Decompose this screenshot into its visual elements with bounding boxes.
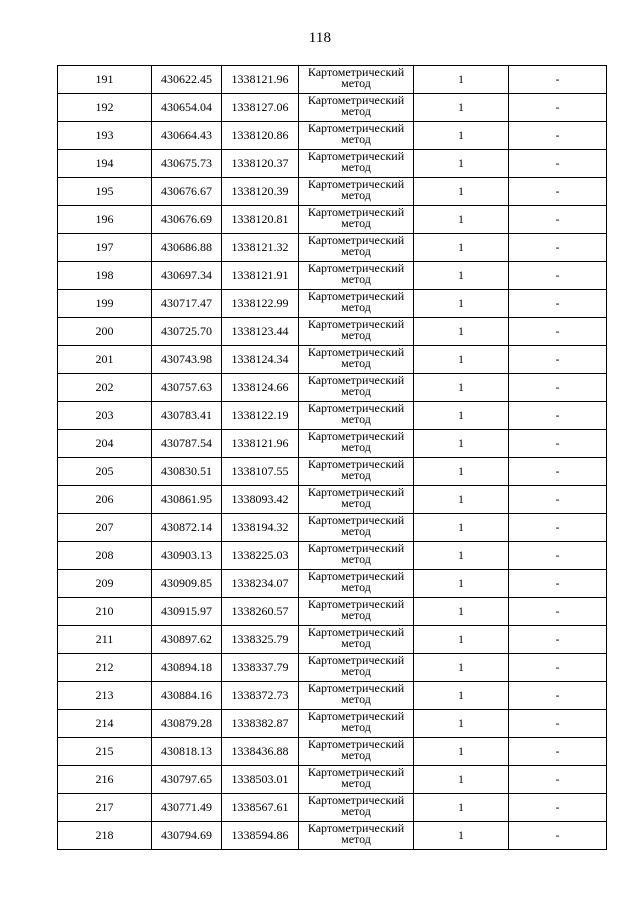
dash-cell: - [509,626,607,654]
method-cell [299,150,414,178]
count-cell: 1 [414,290,509,318]
dash-cell: - [509,710,607,738]
point-number-cell: 217 [58,794,152,822]
dash-cell: - [509,794,607,822]
method-cell [299,206,414,234]
dash-cell: - [509,290,607,318]
point-number-cell: 209 [58,570,152,598]
point-number-cell: 210 [58,598,152,626]
y-coordinate-cell: 1338234.07 [222,570,299,598]
method-cell [299,234,414,262]
y-coordinate-cell: 1338372.73 [222,682,299,710]
method-cell [299,458,414,486]
method-line-1: Картометрический [307,345,405,359]
point-number-cell: 212 [58,654,152,682]
method-line-2: метод [341,832,371,846]
x-coordinate-cell: 430797.65 [152,766,222,794]
method-line-1: Картометрический [307,233,405,247]
method-line-1: Картометрический [307,765,405,779]
dash-cell: - [509,346,607,374]
method-line-1: Картометрический [307,149,405,163]
x-coordinate-cell: 430686.88 [152,234,222,262]
y-coordinate-cell: 1338194.32 [222,514,299,542]
method-cell [299,654,414,682]
point-number-cell: 198 [58,262,152,290]
method-line-1: Картометрический [307,569,405,583]
table-row [58,94,607,122]
method-cell [299,122,414,150]
x-coordinate-cell: 430830.51 [152,458,222,486]
count-cell: 1 [414,486,509,514]
table-row [58,346,607,374]
method-line-2: метод [341,328,371,342]
point-number-cell: 206 [58,486,152,514]
method-cell [299,766,414,794]
x-coordinate-cell: 430794.69 [152,822,222,850]
y-coordinate-cell: 1338127.06 [222,94,299,122]
dash-cell: - [509,402,607,430]
method-line-2: метод [341,664,371,678]
count-cell: 1 [414,542,509,570]
y-coordinate-cell: 1338225.03 [222,542,299,570]
method-cell [299,262,414,290]
table-row [58,66,607,94]
count-cell: 1 [414,794,509,822]
count-cell: 1 [414,822,509,850]
table-row [58,598,607,626]
dash-cell: - [509,374,607,402]
point-number-cell: 195 [58,178,152,206]
method-line-2: метод [341,608,371,622]
page-number: 118 [308,30,332,46]
y-coordinate-cell: 1338107.55 [222,458,299,486]
method-line-1: Картометрический [307,457,405,471]
x-coordinate-cell: 430783.41 [152,402,222,430]
dash-cell: - [509,570,607,598]
count-cell: 1 [414,570,509,598]
y-coordinate-cell: 1338120.81 [222,206,299,234]
method-line-1: Картометрический [307,709,405,723]
method-line-2: метод [341,496,371,510]
y-coordinate-cell: 1338382.87 [222,710,299,738]
point-number-cell: 216 [58,766,152,794]
table-row [58,766,607,794]
y-coordinate-cell: 1338121.32 [222,234,299,262]
method-cell [299,402,414,430]
method-line-2: метод [341,104,371,118]
dash-cell: - [509,430,607,458]
table-row [58,794,607,822]
coordinates-table-body [58,66,607,850]
method-line-1: Картометрический [307,793,405,807]
method-cell [299,626,414,654]
table-row [58,738,607,766]
method-cell [299,94,414,122]
y-coordinate-cell: 1338124.66 [222,374,299,402]
method-cell [299,598,414,626]
x-coordinate-cell: 430909.85 [152,570,222,598]
x-coordinate-cell: 430903.13 [152,542,222,570]
x-coordinate-cell: 430717.47 [152,290,222,318]
x-coordinate-cell: 430818.13 [152,738,222,766]
method-line-2: метод [341,524,371,538]
x-coordinate-cell: 430894.18 [152,654,222,682]
count-cell: 1 [414,94,509,122]
method-line-2: метод [341,692,371,706]
method-line-1: Картометрический [307,177,405,191]
table-row [58,626,607,654]
x-coordinate-cell: 430884.16 [152,682,222,710]
dash-cell: - [509,234,607,262]
method-line-2: метод [341,216,371,230]
method-line-1: Картометрический [307,121,405,135]
method-line-2: метод [341,720,371,734]
y-coordinate-cell: 1338260.57 [222,598,299,626]
x-coordinate-cell: 430675.73 [152,150,222,178]
method-line-1: Картометрический [307,625,405,639]
method-cell [299,290,414,318]
point-number-cell: 205 [58,458,152,486]
method-line-1: Картометрический [307,373,405,387]
y-coordinate-cell: 1338124.34 [222,346,299,374]
table-row [58,430,607,458]
table-row [58,262,607,290]
method-line-1: Картометрический [307,317,405,331]
x-coordinate-cell: 430676.69 [152,206,222,234]
dash-cell: - [509,150,607,178]
method-line-2: метод [341,356,371,370]
method-line-1: Картометрический [307,205,405,219]
method-cell [299,486,414,514]
table-row [58,122,607,150]
y-coordinate-cell: 1338121.91 [222,262,299,290]
method-line-2: метод [341,132,371,146]
table-row [58,570,607,598]
method-cell [299,346,414,374]
point-number-cell: 214 [58,710,152,738]
method-line-1: Картометрический [307,681,405,695]
method-line-1: Картометрический [307,289,405,303]
method-cell [299,178,414,206]
x-coordinate-cell: 430664.43 [152,122,222,150]
y-coordinate-cell: 1338436.88 [222,738,299,766]
method-cell [299,710,414,738]
method-cell [299,430,414,458]
method-line-1: Картометрический [307,597,405,611]
table-row [58,178,607,206]
method-line-2: метод [341,272,371,286]
method-line-2: метод [341,776,371,790]
dash-cell: - [509,178,607,206]
method-cell [299,542,414,570]
method-line-2: метод [341,636,371,650]
count-cell: 1 [414,206,509,234]
dash-cell: - [509,598,607,626]
y-coordinate-cell: 1338121.96 [222,66,299,94]
method-line-2: метод [341,76,371,90]
y-coordinate-cell: 1338122.99 [222,290,299,318]
method-line-1: Картометрический [307,401,405,415]
method-line-2: метод [341,440,371,454]
method-line-2: метод [341,160,371,174]
table-row [58,458,607,486]
count-cell: 1 [414,66,509,94]
point-number-cell: 196 [58,206,152,234]
y-coordinate-cell: 1338093.42 [222,486,299,514]
y-coordinate-cell: 1338123.44 [222,318,299,346]
dash-cell: - [509,206,607,234]
method-line-2: метод [341,468,371,482]
dash-cell: - [509,682,607,710]
count-cell: 1 [414,402,509,430]
point-number-cell: 211 [58,626,152,654]
dash-cell: - [509,654,607,682]
count-cell: 1 [414,374,509,402]
count-cell: 1 [414,234,509,262]
table-row [58,542,607,570]
count-cell: 1 [414,430,509,458]
x-coordinate-cell: 430915.97 [152,598,222,626]
point-number-cell: 215 [58,738,152,766]
method-line-1: Картометрический [307,541,405,555]
table-row [58,150,607,178]
x-coordinate-cell: 430622.45 [152,66,222,94]
method-line-1: Картометрический [307,513,405,527]
table-row [58,290,607,318]
method-line-2: метод [341,384,371,398]
count-cell: 1 [414,458,509,486]
method-line-2: метод [341,188,371,202]
dash-cell: - [509,542,607,570]
method-line-1: Картометрический [307,65,405,79]
count-cell: 1 [414,346,509,374]
x-coordinate-cell: 430872.14 [152,514,222,542]
y-coordinate-cell: 1338503.01 [222,766,299,794]
method-line-2: метод [341,580,371,594]
x-coordinate-cell: 430743.98 [152,346,222,374]
x-coordinate-cell: 430697.34 [152,262,222,290]
dash-cell: - [509,66,607,94]
x-coordinate-cell: 430654.04 [152,94,222,122]
method-line-1: Картометрический [307,653,405,667]
count-cell: 1 [414,514,509,542]
point-number-cell: 218 [58,822,152,850]
count-cell: 1 [414,766,509,794]
method-cell [299,794,414,822]
dash-cell: - [509,94,607,122]
count-cell: 1 [414,598,509,626]
dash-cell: - [509,318,607,346]
table-row [58,682,607,710]
x-coordinate-cell: 430676.67 [152,178,222,206]
point-number-cell: 199 [58,290,152,318]
count-cell: 1 [414,150,509,178]
method-cell [299,822,414,850]
table-row [58,822,607,850]
coordinates-table [57,65,607,850]
point-number-cell: 193 [58,122,152,150]
point-number-cell: 194 [58,150,152,178]
dash-cell: - [509,766,607,794]
point-number-cell: 203 [58,402,152,430]
count-cell: 1 [414,682,509,710]
dash-cell: - [509,514,607,542]
y-coordinate-cell: 1338120.86 [222,122,299,150]
table-row [58,486,607,514]
count-cell: 1 [414,654,509,682]
table-row [58,374,607,402]
point-number-cell: 200 [58,318,152,346]
y-coordinate-cell: 1338567.61 [222,794,299,822]
point-number-cell: 197 [58,234,152,262]
x-coordinate-cell: 430771.49 [152,794,222,822]
table-row [58,514,607,542]
table-row [58,318,607,346]
y-coordinate-cell: 1338120.37 [222,150,299,178]
table-row [58,206,607,234]
method-cell [299,682,414,710]
count-cell: 1 [414,710,509,738]
x-coordinate-cell: 430897.62 [152,626,222,654]
dash-cell: - [509,262,607,290]
method-line-1: Картометрический [307,821,405,835]
method-line-2: метод [341,552,371,566]
point-number-cell: 213 [58,682,152,710]
point-number-cell: 208 [58,542,152,570]
method-line-2: метод [341,244,371,258]
y-coordinate-cell: 1338120.39 [222,178,299,206]
dash-cell: - [509,738,607,766]
y-coordinate-cell: 1338325.79 [222,626,299,654]
table-row [58,402,607,430]
dash-cell: - [509,486,607,514]
count-cell: 1 [414,262,509,290]
count-cell: 1 [414,178,509,206]
method-line-1: Картометрический [307,485,405,499]
method-cell [299,514,414,542]
dash-cell: - [509,458,607,486]
point-number-cell: 204 [58,430,152,458]
x-coordinate-cell: 430861.95 [152,486,222,514]
count-cell: 1 [414,738,509,766]
method-line-1: Картометрический [307,737,405,751]
method-cell [299,374,414,402]
count-cell: 1 [414,318,509,346]
x-coordinate-cell: 430879.28 [152,710,222,738]
x-coordinate-cell: 430757.63 [152,374,222,402]
table-row [58,710,607,738]
point-number-cell: 201 [58,346,152,374]
dash-cell: - [509,122,607,150]
count-cell: 1 [414,626,509,654]
method-line-2: метод [341,300,371,314]
method-cell [299,738,414,766]
point-number-cell: 191 [58,66,152,94]
y-coordinate-cell: 1338594.86 [222,822,299,850]
point-number-cell: 192 [58,94,152,122]
dash-cell: - [509,822,607,850]
x-coordinate-cell: 430725.70 [152,318,222,346]
table-row [58,234,607,262]
method-line-2: метод [341,748,371,762]
count-cell: 1 [414,122,509,150]
y-coordinate-cell: 1338337.79 [222,654,299,682]
table-row [58,654,607,682]
y-coordinate-cell: 1338121.96 [222,430,299,458]
method-line-1: Картометрический [307,261,405,275]
method-line-2: метод [341,412,371,426]
method-cell [299,318,414,346]
y-coordinate-cell: 1338122.19 [222,402,299,430]
x-coordinate-cell: 430787.54 [152,430,222,458]
method-line-1: Картометрический [307,429,405,443]
method-cell [299,570,414,598]
method-cell [299,66,414,94]
point-number-cell: 202 [58,374,152,402]
point-number-cell: 207 [58,514,152,542]
method-line-2: метод [341,804,371,818]
method-line-1: Картометрический [307,93,405,107]
